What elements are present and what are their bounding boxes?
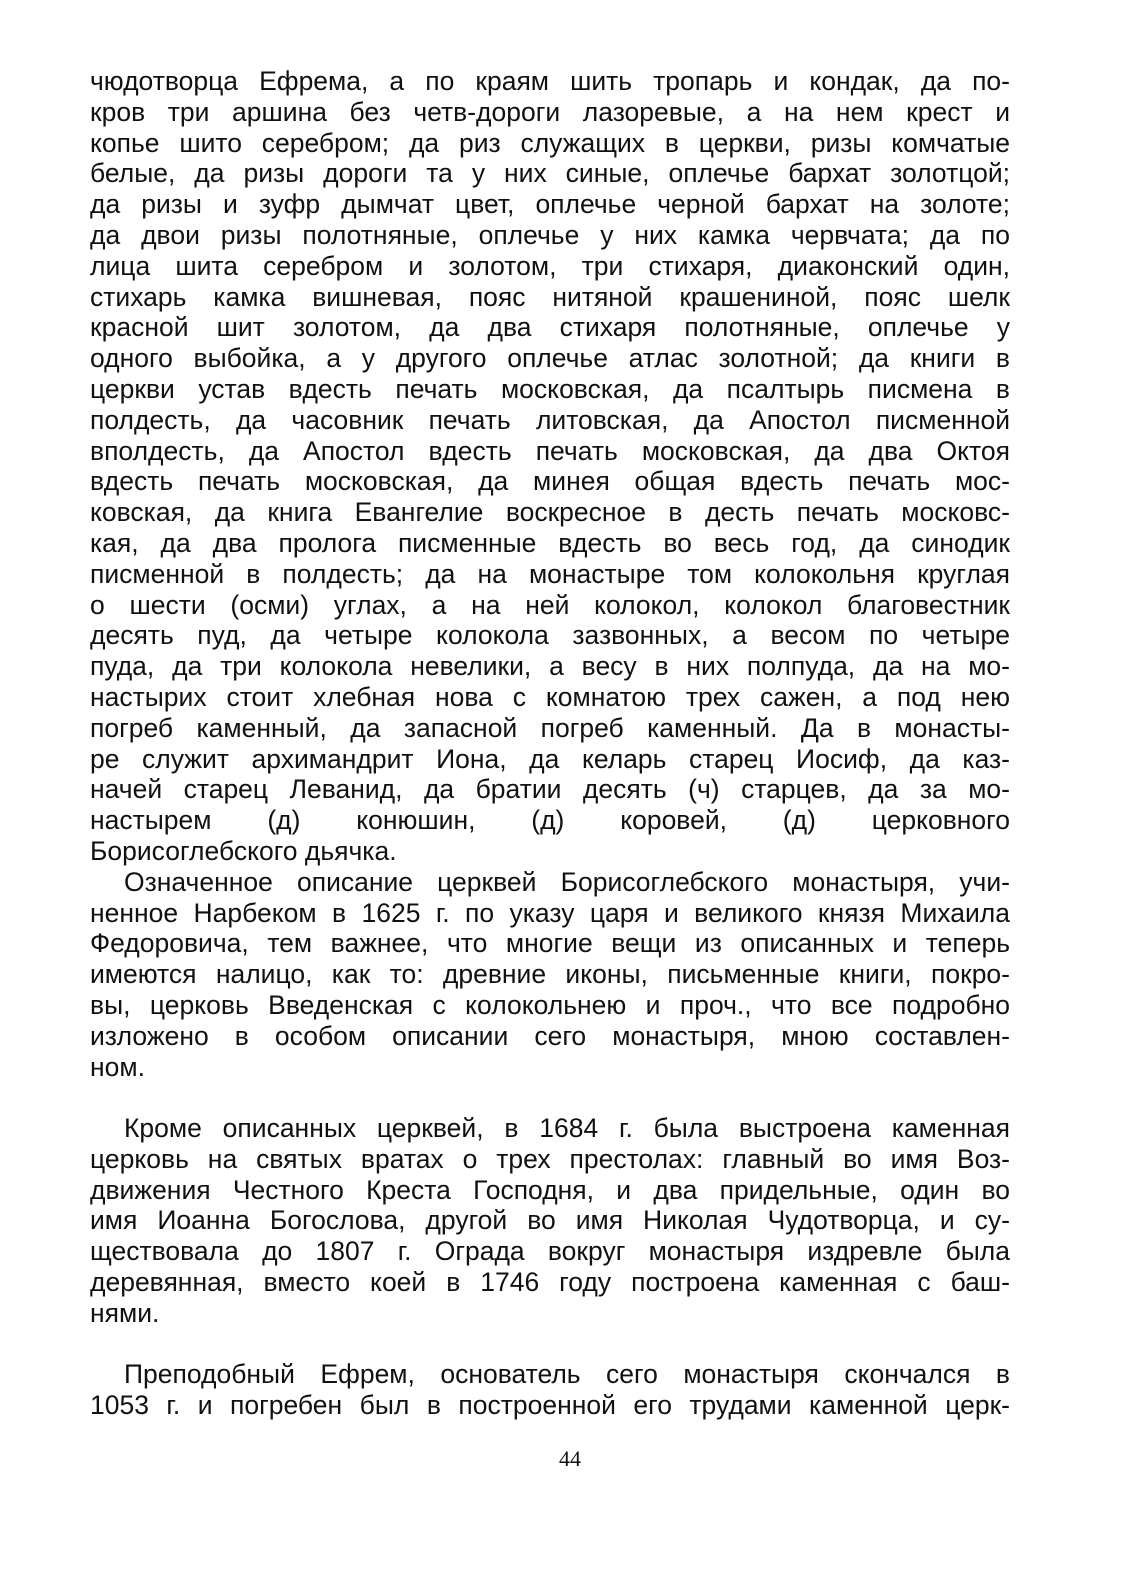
text-line: изложено в особом описании сего монастыря, мною составлен- (90, 1020, 1010, 1051)
text-line: 1053 г. и погребен был в построенной его трудами каменной церк- (90, 1390, 1010, 1421)
paragraph-3 (90, 1113, 1010, 1329)
paragraph-2 (90, 867, 1010, 1083)
text-line: ненное Нарбеком в 1625 г. по указу царя и великого князя Михаила (90, 897, 1010, 928)
paragraph-4 (90, 1359, 1010, 1421)
text-line: нями. (90, 1297, 160, 1328)
paragraph-gap (90, 1329, 1010, 1360)
text-line: Кроме описанных церквей, в 1684 г. была выстроена каменная (124, 1113, 1010, 1144)
text-line: вполдесть, да Апостол вдесть печать московская, да два Октоя (90, 435, 1010, 466)
page-number: 44 (559, 1446, 581, 1471)
text-line: чюдотворца Ефрема, а по краям шить тропарь и кондак, да по- (90, 66, 1010, 96)
text-line: белые, да ризы дороги та у них синые, оплечье бархат золотцой; (90, 158, 1010, 189)
text-line: церковь на святых вратах о трех престолах: главный во имя Воз- (90, 1143, 1010, 1174)
text-line: Федоровича, тем важнее, что многие вещи из описанных и теперь (90, 928, 1010, 959)
text-line: Означенное описание церквей Борисоглебского монастыря, учи- (124, 866, 1010, 897)
text-line: начей старец Леванид, да братии десять (ч) старцев, да за мо- (90, 774, 1010, 805)
text-line: деревянная, вместо коей в 1746 году построена каменная с баш- (90, 1267, 1010, 1298)
paragraph-gap (90, 1082, 1010, 1113)
text-line: ществовала до 1807 г. Ограда вокруг монастыря издревле была (90, 1236, 1010, 1267)
text-line: ковская, да книга Евангелие воскресное в десть печать московс- (90, 497, 1010, 528)
text-line: красной шит золотом, да два стихаря полотняные, оплечье у (90, 312, 1010, 343)
text-line: имеются налицо, как то: древние иконы, письменные книги, покро- (90, 959, 1010, 990)
text-line: да двои ризы полотняные, оплечье у них камка червчата; да по (90, 219, 1010, 250)
text-line: о шести (осми) углах, а на ней колокол, колокол благовестник (90, 589, 1010, 620)
text-line: движения Честного Креста Господня, и два придельные, один во (90, 1174, 1010, 1205)
text-line: Борисоглебского дьячка. (90, 835, 397, 866)
text-line: имя Иоанна Богослова, другой во имя Николая Чудотворца, и су- (90, 1205, 1010, 1236)
text-line: кая, да два пролога писменные вдесть во весь год, да синодик (90, 527, 1010, 558)
text-line: настырих стоит хлебная нова с комнатою трех сажен, а под нею (90, 681, 1010, 712)
text-line: вдесть печать московская, да минея общая вдесть печать мос- (90, 466, 1010, 497)
text-line: вы, церковь Введенская с колокольнею и проч., что все подробно (90, 989, 1010, 1020)
text-line: писменной в полдесть; да на монастыре том колокольня круглая (90, 558, 1010, 589)
text-line: десять пуд, да четыре колокола зазвонных, а весом по четыре (90, 620, 1010, 651)
paragraph-1 (90, 66, 1010, 867)
text-line: погреб каменный, да запасной погреб каменный. Да в монасты- (90, 712, 1010, 743)
text-line: ном. (90, 1051, 145, 1082)
text-line: церкви устав вдесть печать московская, да псалтырь писмена в (90, 373, 1010, 404)
text-line: полдесть, да часовник печать литовская, да Апостол писменной (90, 404, 1010, 435)
text-line: кров три аршина без четв-дороги лазоревые, а на нем крест и (90, 96, 1010, 127)
text-line: копье шито серебром; да риз служащих в церкви, ризы комчатые (90, 127, 1010, 158)
text-line: пуда, да три колокола невелики, а весу в них полпуда, да на мо- (90, 651, 1010, 682)
text-line: одного выбойка, а у другого оплечье атлас золотной; да книги в (90, 343, 1010, 374)
text-line: стихарь камка вишневая, пояс нитяной крашениной, пояс шелк (90, 281, 1010, 312)
text-line: настырем (д) конюшин, (д) коровей, (д) церковного (90, 805, 1010, 836)
text-line: лица шита серебром и золотом, три стихаря, диаконский один, (90, 250, 1010, 281)
body-text (90, 66, 1010, 1421)
text-line: да ризы и зуфр дымчат цвет, оплечье черной бархат на золоте; (90, 189, 1010, 220)
text-line: Преподобный Ефрем, основатель сего монастыря скончался в (124, 1359, 1010, 1390)
text-line: ре служит архимандрит Иона, да келарь старец Иосиф, да каз- (90, 743, 1010, 774)
